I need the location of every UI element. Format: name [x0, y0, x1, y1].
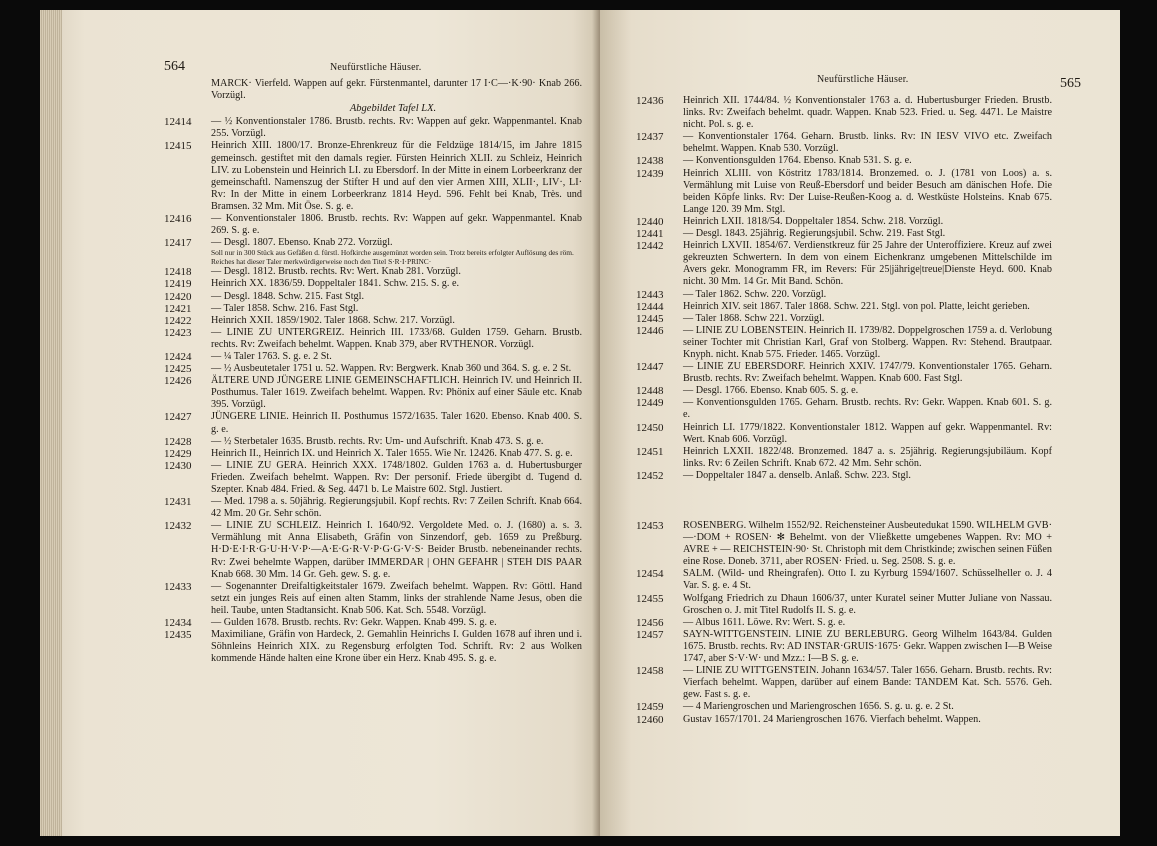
lot-entry: 12444 Heinrich XIV. seit 1867. Taler 1868. Schw. 221. Stgl. von pol. Platte, leicht gerieben.	[636, 300, 1030, 313]
lot-entry: 12449 — Konventionsgulden 1765. Geharn. Brustb. rechts. Rv: Gekr. Wappen. Knab 601. S. g. e.	[636, 397, 1052, 421]
lot-entry: 12442 Heinrich LXVII. 1854/67. Verdienstkreuz für 25 Jahre der Unteroffiziere. Kreuz auf zwei gekreuzten Schwertern. In dem von einem Eichenkranz umgebenen Mittelschilde im Avers gekr. Monogramm FR, im Revers: Für 25|jährige|treue|Dienste Heyd. 600. Knab nicht. 30 Mm. 14 Gr. Mit Band. Schön.	[636, 240, 1052, 288]
lot-entry: 12430 — LINIE ZU GERA. Heinrich XXX. 1748/1802. Gulden 1763 a. d. Hubertusburger Frieden. Zweifach behelmt. Wappen. Rv: Der personif. Friede übergibt d. Tugend d. Szepter. Knab 484. Fried. & Seg. 4471 b. Le Maistre 602. Stgl. Justiert.	[164, 459, 582, 495]
lot-entry: 12428 — ½ Sterbetaler 1635. Brustb. rechts. Rv: Um- und Aufschrift. Knab 473. S. g. e.	[164, 435, 544, 448]
lot-entry: 12458 — LINIE ZU WITTGENSTEIN. Johann 1634/57. Taler 1656. Geharn. Brustb. rechts. Rv: Vierfach behelmt. Wappen, darüber auf einem Bande: TANDEM Kat. Sch. 5576. Geh. gew. Fast s. g. e.	[636, 665, 1052, 701]
page-edges	[40, 10, 62, 836]
running-head-right: Neufürstliche Häuser.	[817, 74, 909, 85]
lot-entry: 12422 Heinrich XXII. 1859/1902. Taler 1868. Schw. 217. Vorzügl.	[164, 314, 455, 327]
lot-entry: 12433 — Sogenannter Dreifaltigkeitstaler 1679. Zweifach behelmt. Wappen. Rv: Göttl. Hand setzt ein junges Reis auf einen alten Stamm, links der strahlende Name Jesus, oben die heil. Taube, unten Stadtansicht. Knab 506. Kat. Sch. 5548. Vorzügl.	[164, 580, 582, 616]
lot-entry: 12415 Heinrich XIII. 1800/17. Bronze-Ehrenkreuz für die Feldzüge 1814/15, im Jahre 1815 gemeinsch. gestiftet mit den damals regier. Fürsten Heinrich XLII. zu Schleiz, Heinrich LIV. zu Lobenstein und Heinrich LI. zu Ebersdorf. In der Mitte in einem Lorbeerkranz der gemeinschaftl. Namenszug der Stifter H und auf den vier Armen XIII, XLII·, LIV·, LI· Rv: In der Mitte in einem Lorbeerkranz 1814 Heyd. 596. Fehlt bei Knab, Très. und Bramsen. 32 Mm. Mit Öse. S. g. e.	[164, 140, 582, 212]
lot-entry: 12426 ÄLTERE UND JÜNGERE LINIE GEMEINSCHAFTLICH. Heinrich IV. und Heinrich II. Posthumus. Taler 1619. Zweifach behelmt. Wappen. Rv: Phönix auf einer Säule etc. Knab 395. Vorzügl.	[164, 375, 582, 411]
lot-entry: 12417 — Desgl. 1807. Ebenso. Knab 272. Vorzügl.	[164, 237, 393, 250]
lot-entry: 12416 — Konventionstaler 1806. Brustb. rechts. Rv: Wappen auf gekr. Wappenmantel. Knab 269. S. g. e.	[164, 213, 582, 237]
book-spread	[40, 10, 1120, 836]
lot-entry: 12447 — LINIE ZU EBERSDORF. Heinrich XXIV. 1747/79. Konventionstaler 1765. Geharn. Brustb. rechts. Rv: Zweifach behelmt. Wappen. Knab 600. Fast Stgl.	[636, 361, 1052, 385]
lot-entry: 12455 Wolfgang Friedrich zu Dhaun 1606/37, unter Kuratel seiner Mutter Juliane von Nassau. Groschen o. J. mit Titel Rudolfs II. S. g. e.	[636, 592, 1052, 616]
lot-entry: 12443 — Taler 1862. Schw. 220. Vorzügl.	[636, 288, 827, 301]
lot-entry: 12439 Heinrich XLIII. von Köstritz 1783/1814. Bronzemed. o. J. (1781 von Loos) a. s. Vermählung mit Luise von Reuß-Ebersdorf und beider Besuch am dänischen Hofe. Die beiden Köpfe links. Rv: Der Luise-Reußen-Koog a. d. Westküste Holsteins. Knab 675. Lange 120. 39 Mm. Stgl.	[636, 167, 1052, 215]
lot-entry: 12446 — LINIE ZU LOBENSTEIN. Heinrich II. 1739/82. Doppelgroschen 1759 a. d. Verlobung seiner Tochter mit Christian Karl, Graf von Stolberg. Wappen. Rv: Stehend. Brautpaar. Knyph. nicht. Knab 575. Frieder. 1465. Vorzügl.	[636, 324, 1052, 360]
lot-entry: 12445 — Taler 1868. Schw 221. Vorzügl.	[636, 312, 825, 325]
lot-entry: 12436 Heinrich XII. 1744/84. ½ Konventionstaler 1763 a. d. Hubertusburger Frieden. Brustb. links. Rv: Zweifach behelmt. quadr. Wappen. Knab 523. Fried. u. Seg. 4471. Le Maistre nicht. Pol. s. g. e.	[636, 95, 1052, 131]
lot-entry: 12454 SALM. (Wild- und Rheingrafen). Otto I. zu Kyrburg 1594/1607. Schüsselheller o. J. 4 Var. S. g. e. 4 St.	[636, 568, 1052, 592]
left-entries	[164, 78, 582, 665]
lot-entry: 12460 Gustav 1657/1701. 24 Mariengroschen 1676. Vierfach behelmt. Wappen.	[636, 713, 981, 726]
page-number-left: 564	[164, 59, 185, 74]
lot-entry: 12432 — LINIE ZU SCHLEIZ. Heinrich I. 1640/92. Vergoldete Med. o. J. (1680) a. s. 3. Vermählung mit Anna Elisabeth, Gräfin von Sinzendorf, geb. 1659 zu Preßburg. H·D·E·I·R·G·U·H·V·P·—A·E·G·R·V·P·G·G·V·S· Beider Brustb. nebeneinander rechts. Rv: Zwei behelmte Wappen, darüber IMMERDAR | OHN GEFAHR | STEH DIS PAAR Knab 668. 30 Mm. 14 Gr. Geh. gew. S. g. e.	[164, 520, 582, 580]
lot-entry: 12448 — Desgl. 1766. Ebenso. Knab 605. S. g. e.	[636, 385, 859, 398]
section-gap	[636, 482, 1052, 520]
lot-entry: 12434 — Gulden 1678. Brustb. rechts. Rv: Gekr. Wappen. Knab 499. S. g. e.	[164, 617, 497, 630]
right-page	[600, 10, 1120, 836]
lot-entry: 12423 — LINIE ZU UNTERGREIZ. Heinrich III. 1733/68. Gulden 1759. Geharn. Brustb. rechts. Rv: Zweifach behelmt. Wappen. Knab 379, aber RVTHENOR. Vorzügl.	[164, 326, 582, 350]
lot-entry: 12450 Heinrich LI. 1779/1822. Konventionstaler 1812. Wappen auf gekr. Wappenmantel. Rv: Wert. Knab 606. Vorzügl.	[636, 421, 1052, 445]
lot-entry: 12427 JÜNGERE LINIE. Heinrich II. Posthumus 1572/1635. Taler 1620. Ebenso. Knab 400. S. g. e.	[164, 411, 582, 435]
continuation-text: MARCK· Vierfeld. Wappen auf gekr. Fürstenmantel, darunter 17 I·C—·K·90· Knab 266. Vorzügl.	[211, 78, 582, 102]
lot-entry: 12451 Heinrich LXXII. 1822/48. Bronzemed. 1847 a. s. 25jährig. Regierungsjubiläum. Kopf links. Rv: 6 Zeilen Schrift. Knab 672. 42 Mm. Sehr schön.	[636, 445, 1052, 469]
lot-entry: 12414 — ½ Konventionstaler 1786. Brustb. rechts. Rv: Wappen auf gekr. Wappenmantel. Knab 255. Vorzügl.	[164, 116, 582, 140]
plate-caption: Abgebildet Tafel LX.	[349, 103, 437, 115]
lot-entry: 12431 — Med. 1798 a. s. 50jährig. Regierungsjubil. Kopf rechts. Rv: 7 Zeilen Schrift. Knab 664. 42 Mm. 20 Gr. Sehr schön.	[164, 496, 582, 520]
lot-entry: 12419 Heinrich XX. 1836/59. Doppeltaler 1841. Schw. 215. S. g. e.	[164, 278, 460, 291]
lot-entry: 12421 — Taler 1858. Schw. 216. Fast Stgl.	[164, 302, 359, 315]
lot-entry: 12457 SAYN-WITTGENSTEIN. LINIE ZU BERLEBURG. Georg Wilhelm 1643/84. Gulden 1675. Brustb. rechts. Rv: AD INSTAR·GRUIS·1675· Gekr. Wappen zwischen I—B Weise 1747, aber S·V·W· und Mzz.: I—B S. g. e.	[636, 628, 1052, 665]
lot-entry: 12437 — Konventionstaler 1764. Geharn. Brustb. links. Rv: IN IESV VIVO etc. Zweifach behelmt. Wappen. Knab 530. Vorzügl.	[636, 131, 1052, 155]
lot-entry: 12441 — Desgl. 1843. 25jährig. Regierungsjubil. Schw. 219. Fast Stgl.	[636, 228, 946, 241]
lot-entry: 12418 — Desgl. 1812. Brustb. rechts. Rv: Wert. Knab 281. Vorzügl.	[164, 266, 461, 279]
lot-entry: 12438 — Konventionsgulden 1764. Ebenso. Knab 531. S. g. e.	[636, 155, 912, 168]
running-head-left: Neufürstliche Häuser.	[330, 62, 422, 73]
right-entries	[636, 95, 1052, 726]
lot-entry: 12440 Heinrich LXII. 1818/54. Doppeltaler 1854. Schw. 218. Vorzügl.	[636, 215, 944, 228]
lot-entry: 12453 ROSENBERG. Wilhelm 1552/92. Reichensteiner Ausbeutedukat 1590. WILHELM GVB·—·DOM + ROSEN· ✻ Behelmt. von der Vließkette umgebenes Wappen. Rv: MO + AVRE + — REICHSTEIN·90· St. Christoph mit dem Christkinde; zwischen seinen Füßen eine Rose. Doneb. 3711, aber ROSEN· Fried. u. Seg. 2508. S. g. e.	[636, 520, 1052, 568]
lot-entry: 12420 — Desgl. 1848. Schw. 215. Fast Stgl.	[164, 290, 365, 303]
lot-entry: 12425 — ½ Ausbeutetaler 1751 u. 52. Wappen. Rv: Bergwerk. Knab 360 und 364. S. g. e. 2 St.	[164, 363, 572, 376]
lot-entry: 12452 — Doppeltaler 1847 a. denselb. Anlaß. Schw. 223. Stgl.	[636, 469, 911, 482]
lot-entry: 12435 Maximiliane, Gräfin von Hardeck, 2. Gemahlin Heinrichs I. Gulden 1678 auf ihren und i. Söhnleins Heinrich XIX. zu Regensburg erfolgten Tod. Schrift. Rv: 2 aus Wolken kommende Hände halten eine Krone über ein Herz. Knab 495. S. g. e.	[164, 629, 582, 665]
lot-entry: 12424 — ¼ Taler 1763. S. g. e. 2 St.	[164, 350, 332, 363]
lot-entry: 12456 — Albus 1611. Löwe. Rv: Wert. S. g. e.	[636, 616, 846, 629]
page-number-right: 565	[1060, 76, 1081, 91]
left-page	[40, 10, 600, 836]
lot-entry: 12429 Heinrich II., Heinrich IX. und Heinrich X. Taler 1655. Wie Nr. 12426. Knab 477. S. g. e.	[164, 447, 573, 460]
lot-entry: 12459 — 4 Mariengroschen und Mariengroschen 1656. S. g. u. g. e. 2 St.	[636, 701, 954, 714]
footnote: Soll nur in 300 Stück aus Gefäßen d. fürstl. Hofkirche ausgemünzt worden sein. Trotz bereits erfolgter Auflösung des röm. Reiches hat dieser Taler merkwürdigerweise noch den Titel S·R·I·PRINC·	[211, 248, 574, 266]
